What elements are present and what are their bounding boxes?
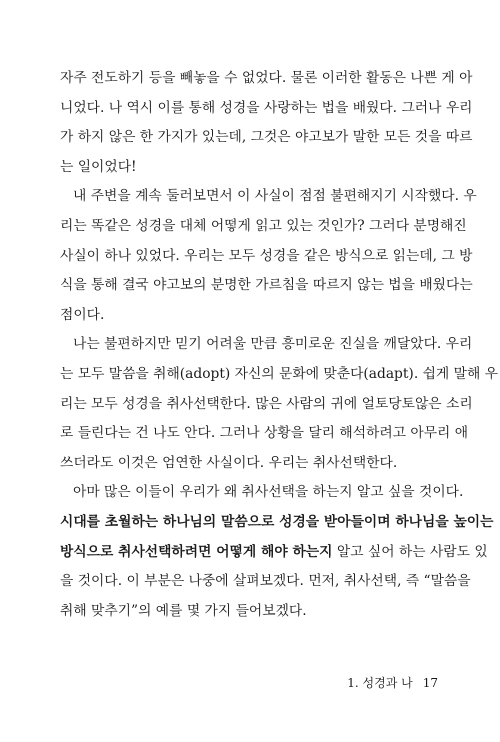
paragraph-2 [60,182,477,330]
text-line: 는 일이었다! [60,158,137,175]
text-line: 아마 많은 이들이 우리가 왜 취사선택을 하는지 알고 싶을 것이다. [73,484,464,501]
text-line: 식을 통해 결국 야고보의 분명한 가르침을 따르지 않는 법을 배웠다는 [60,277,473,294]
text-line [60,538,488,568]
text-line: 쓰더라도 이것은 엄연한 사실이다. 우리는 취사선택한다. [60,454,398,471]
page-footer [347,674,438,691]
body-text [60,64,498,626]
paragraph-3 [60,330,498,478]
text-line: 리는 똑같은 성경을 대체 어떻게 읽고 있는 것인가? 그러다 분명해진 [60,217,467,234]
text-line: 는 모두 말씀을 취해(adopt) 자신의 문화에 맞춘다(adapt). 쉽게 말해 우 [60,365,498,382]
paragraph-1 [60,64,473,182]
text-line-bold: 시대를 초월하는 하나님의 말씀으로 성경을 받아들이며 하나님을 높이는 [60,513,494,530]
page-number: 17 [422,676,438,690]
text-line: 가 하지 않은 한 가지가 있는데, 그것은 야고보가 말한 모든 것을 따르 [60,129,473,146]
plain-segment: 알고 싶어 하는 사람도 있 [332,543,488,560]
text-line: 을 것이다. 이 부분은 나중에 살펴보겠다. 먼저, 취사선택, 즉 “말씀을 [60,573,471,590]
text-line: 자주 전도하기 등을 빼놓을 수 없었다. 물론 이러한 활동은 나쁜 게 아 [60,70,473,86]
text-line: 니었다. 나 역시 이를 통해 성경을 사랑하는 법을 배웠다. 그러나 우리 [60,99,473,116]
text-line: 로 들린다는 건 나도 안다. 그러나 상황을 달리 해석하려고 아무리 애 [60,425,469,442]
text-line: 리는 모두 성경을 취사선택한다. 많은 사람의 귀에 얼토당토않은 소리 [60,395,473,412]
text-line: 점이다. [60,306,105,323]
text-line: 취해 맞추기”의 예를 몇 가지 들어보겠다. [60,602,307,619]
text-line: 나는 불편하지만 믿기 어려울 만큼 흥미로운 진실을 깨달았다. 우리 [73,336,473,353]
chapter-title: 1. 성경과 나 [347,676,413,690]
bold-segment: 방식으로 취사선택하려면 어떻게 해야 하는지 [60,543,333,560]
text-line: 사실이 하나 있었다. 우리는 모두 성경을 같은 방식으로 읽는데, 그 방 [60,247,473,264]
text-line: 내 주변을 계속 둘러보면서 이 사실이 점점 불편해지기 시작했다. 우 [73,188,477,205]
paragraph-4 [60,478,494,626]
